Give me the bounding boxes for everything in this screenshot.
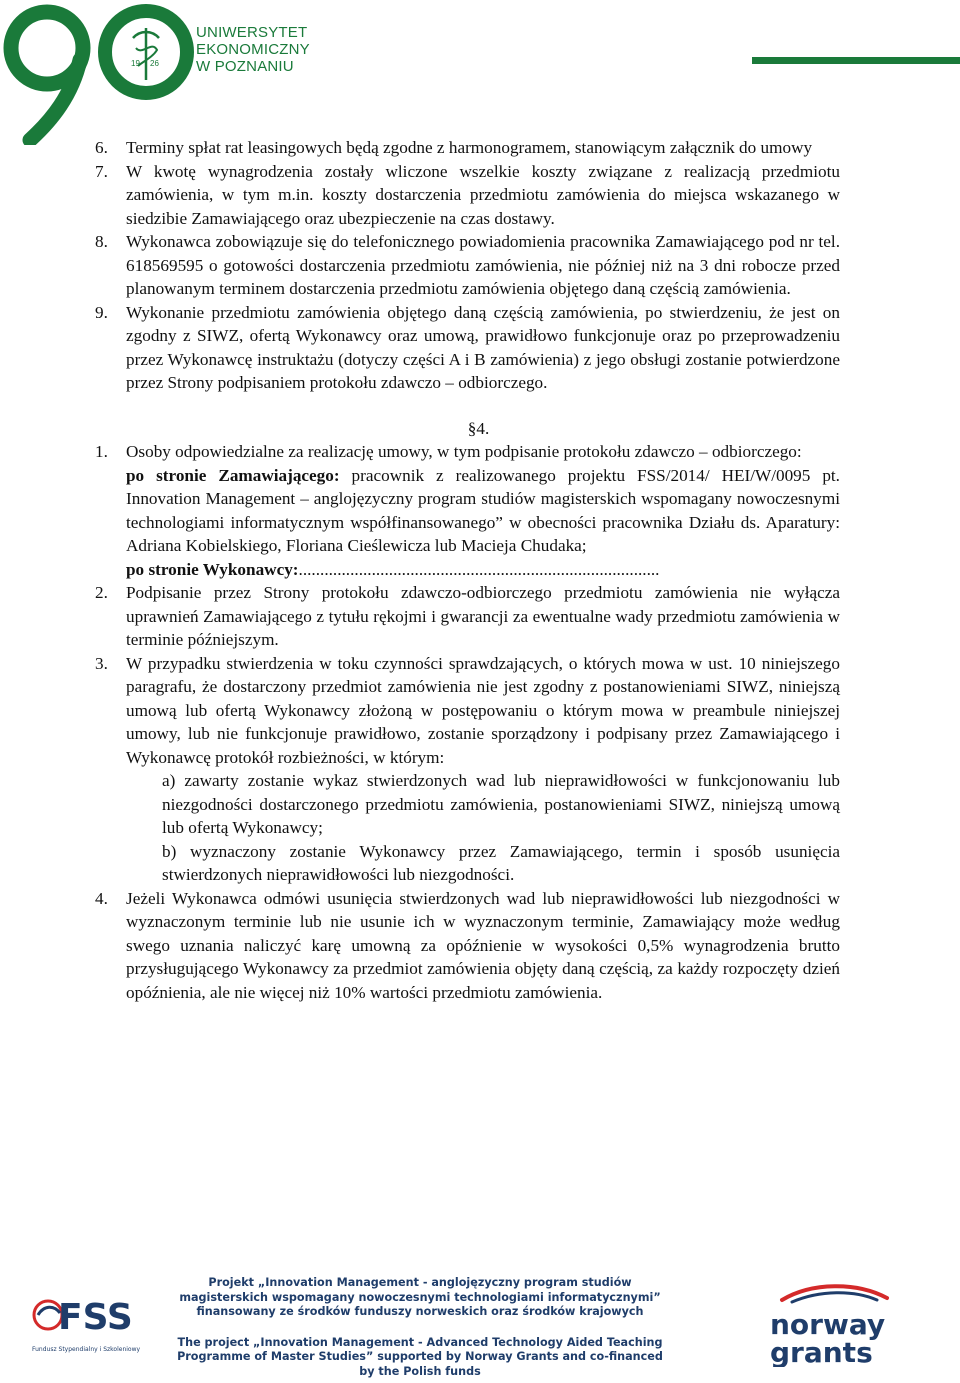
sub-item-a: a) zawarty zostanie wykaz stwierdzonych wad lub nieprawidłowości w funkcjonowaniu lub niezgodności dostarczonego przedmiotu zamówienia, postanowieniami SIWZ, niniejszą umową lub ofertą Wykonawcy; <box>162 771 840 837</box>
item-number: 7. <box>95 161 108 181</box>
list-item <box>95 301 840 395</box>
footer-project-info <box>150 1276 690 1380</box>
list-item <box>95 230 840 301</box>
zamawiajacy-text: pracownik z realizowanego projektu FSS/2014/ HEI/W/0095 pt. Innovation Management – anglojęzyczny program studiów magisterskich wspomagany nowoczesnymi technologiami informatycznym współfinansowanego” w obecności pracownika Działu ds. Aparatury: Adriana Kobielskiego, Floriana Cieślewicza lub Macieja Chudaka; <box>126 465 840 555</box>
list-item <box>95 440 840 581</box>
fss-logo <box>32 1285 142 1357</box>
item-number: 1. <box>95 442 108 461</box>
item-text: Terminy spłat rat leasingowych będą zgodne z harmonogramem, stanowiącym załącznik do umowy <box>126 138 813 157</box>
norway-grants-logo <box>762 1282 902 1367</box>
norway-word: norway <box>770 1308 886 1341</box>
item-paragraph: W przypadku stwierdzenia w toku czynności sprawdzających, o których mowa w ust. 10 niniejszego paragrafu, że dostarczony przedmiot zamówienia nie jest zgodny z postanowieniami SIWZ, niniejszą umową lub ofertą Wykonawcy złożoną w postępowaniu o którym mowa w preambule niniejszej umowy, lub nie funkcjonuje prawidłowo, zostanie sporządzony i podpisany przez Zamawiającego i Wykonawcę protokół rozbieżności, w którym: <box>126 653 840 767</box>
grants-word: grants <box>770 1336 873 1367</box>
zamawiajacy-label: po stronie Zamawiającego: <box>126 465 340 485</box>
item-text <box>126 440 840 581</box>
header-green-bar <box>752 57 960 64</box>
list-item <box>95 581 840 652</box>
item-text <box>126 652 840 887</box>
footer-en-line: Programme of Master Studies” supported by Norway Grants and co-financed <box>177 1350 663 1364</box>
item-paragraph: Osoby odpowiedzialne za realizację umowy, w tym podpisanie protokołu zdawczo – odbiorczego: <box>126 442 802 461</box>
logo-year-left: 19 <box>131 59 140 68</box>
item-number: 2. <box>95 583 108 602</box>
list-item <box>95 160 840 231</box>
item-text: Jeżeli Wykonawca odmówi usunięcia stwierdzonych wad lub nieprawidłowości lub niezgodności w wyznaczonym terminie lub nie usunie ich w wyznaczonym terminie, Zamawiający może według swego uznania naliczyć karę umowną za opóźnienie w wysokości 0,5% wynagrodzenia brutto przysługującego Wykonawcy za przedmiot zamówienia objęty daną częścią, za każdy rozpoczęty dzień opóźnienia, ale nie więcej niż 10% wartości przedmiotu zamówienia. <box>126 888 840 1002</box>
university-name-line: EKONOMICZNY <box>196 41 310 58</box>
footer-en-line: by the Polish funds <box>359 1364 481 1378</box>
footer-pl-line: Projekt „Innovation Management - anglojęzyczny program studiów <box>208 1276 632 1289</box>
university-name <box>196 24 310 75</box>
sub-item-b: b) wyznaczony zostanie Wykonawcy przez Zamawiającego, termin i sposób usunięcia stwierdzonych nieprawidłowości lub niezgodności. <box>162 841 840 884</box>
wykonawca-label: po stronie Wykonawcy: <box>126 559 299 579</box>
item-text: Wykonanie przedmiotu zamówienia objętego daną częścią zamówienia, po stwierdzeniu, że jest on zgodny z SIWZ, ofertą Wykonawcy oraz umową, prawidłowo funkcjonuje oraz po przeprowadzeniu przez Wykonawcę instruktażu (dotyczy części A i B zamówienia) z jego obsługi zostanie potwierdzone przez Strony podpisaniem protokołu zdawczo – odbiorczego. <box>126 302 840 392</box>
list-item <box>95 887 840 1005</box>
item-number: 4. <box>95 888 108 908</box>
footer-pl-line: magisterskich wspomagany nowoczesnymi technologiami informatycznymi” <box>179 1290 661 1304</box>
item-text: Wykonawca zobowiązuje się do telefonicznego powiadomienia pracownika Zamawiającego pod nr tel. 618569595 o gotowości dostarczenia przedmiotu zamówienia, nie później niż na 3 dni robocze przed planowanym terminem dostarczenia przedmiotu zamówienia objętego daną częścią zamówienia. <box>126 232 840 298</box>
footer-pl-line: finansowany ze środków funduszy norweskich oraz środków krajowych <box>196 1305 644 1319</box>
document-body <box>95 136 840 1004</box>
list-item <box>95 136 840 160</box>
fss-caption: Fundusz Stypendialny i Szkoleniowy <box>32 1346 141 1353</box>
item-number: 3. <box>95 653 108 673</box>
section-heading: §4. <box>467 418 490 438</box>
wykonawca-dots: .................................................................................... <box>298 559 660 579</box>
item-text: W kwotę wynagrodzenia zostały wliczone wszelkie koszty związane z realizacją przedmiotu zamówienia, w tym m.in. koszty dostarczenia przedmiotu zamówienia do miejsca wskazanego w siedzibie Zamawiającego oraz ubezpieczenie na czas dostawy. <box>126 161 840 228</box>
item-number: 8. <box>95 232 108 251</box>
footer-pl <box>150 1276 690 1320</box>
item-paragraph <box>126 558 840 582</box>
list-item <box>95 652 840 887</box>
university-name-line: W POZNANIU <box>196 58 294 75</box>
footer-en-line: The project „Innovation Management - Advanced Technology Aided Teaching <box>177 1335 663 1349</box>
university-name-line: UNIWERSYTET <box>196 24 308 41</box>
logo-year-right: 26 <box>150 59 159 68</box>
footer-en <box>150 1336 690 1380</box>
item-text: Podpisanie przez Strony protokołu zdawczo-odbiorczego przedmiotu zamówienia nie wyłącza uprawnień Zamawiającego z tytułu rękojmi i gwarancji za ewentualne wady przedmiotu zamówienia w terminie późniejszym. <box>126 583 840 649</box>
item-paragraph <box>126 464 840 558</box>
item-number: 6. <box>95 138 108 157</box>
fss-name: FSS <box>58 1297 133 1338</box>
item-number: 9. <box>95 302 108 322</box>
